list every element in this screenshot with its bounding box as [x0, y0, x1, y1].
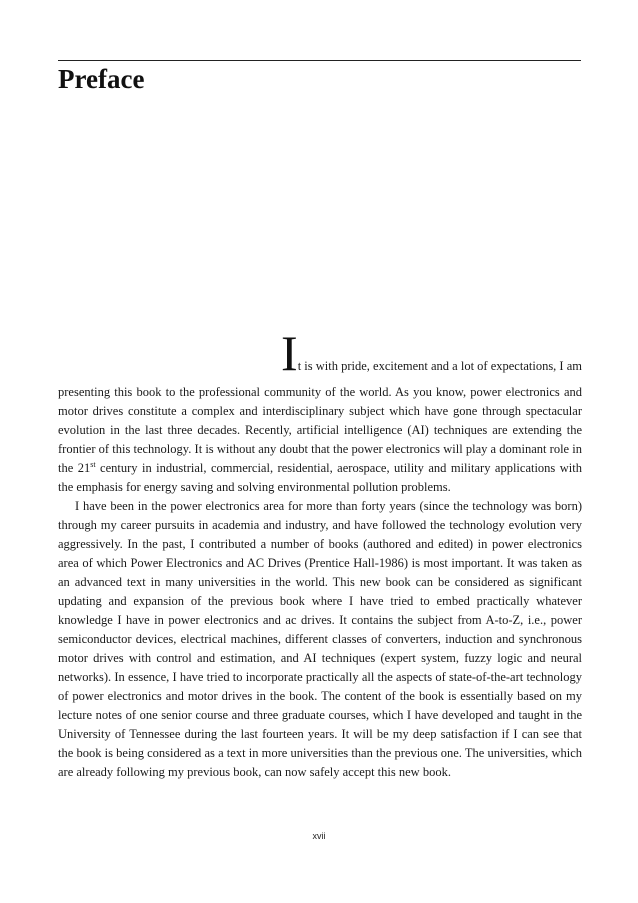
preface-body	[58, 325, 582, 782]
opening-line-text: t is with pride, excitement and a lot of expectations, I am	[297, 359, 582, 373]
paragraph-1-text-a: presenting this book to the professional community of the world. As you know, power electronics and motor drives constitute a complex and interdisciplinary subject which have gone through spectacular evolution in the last three decades. Recently, artificial intelligence (AI) techniques are extending the frontier of this technology. It is without any doubt that the power electronics will play a dominant role in the 21	[58, 385, 582, 475]
paragraph-1-text-b: century in industrial, commercial, residential, aerospace, utility and military applications with the emphasis for energy saving and solving environmental pollution problems.	[58, 461, 582, 494]
chapter-top-rule	[58, 60, 581, 61]
opening-line	[58, 325, 582, 383]
chapter-title: Preface	[58, 64, 145, 94]
paragraph-1	[58, 383, 582, 497]
paragraph-2: I have been in the power electronics area for more than forty years (since the technology was born) through my career pursuits in academia and industry, and have followed the technology evolution very aggressively. In the past, I contributed a number of books (authored and edited) in power electronics area of which Power Electronics and AC Drives (Prentice Hall-1986) is most important. It was taken as an advanced text in many universities in the world. This new book can be considered as significant updating and expansion of the previous book where I have tried to embed practically whatever knowledge I have in power electronics and ac drives. It contains the subject from A-to-Z, i.e., power semiconductor devices, electrical machines, different classes of converters, induction and synchronous motor drives with control and estimation, and AI techniques (expert system, fuzzy logic and neural networks). In essence, I have tried to incorporate practically all the aspects of state-of-the-art technology of power electronics and motor drives in the book. The content of the book is essentially based on my lecture notes of one senior course and three graduate courses, which I have developed and taught in the University of Tennessee during the last fourteen years. It will be my deep satisfaction if I can see that the book is being considered as a text in more universities than the previous one. The universities, which are already following my previous book, can now safely accept this new book.	[58, 499, 582, 779]
page-number: xvii	[312, 831, 326, 841]
paragraph-1-superscript: st	[90, 459, 96, 469]
drop-cap-letter: I	[281, 325, 298, 381]
